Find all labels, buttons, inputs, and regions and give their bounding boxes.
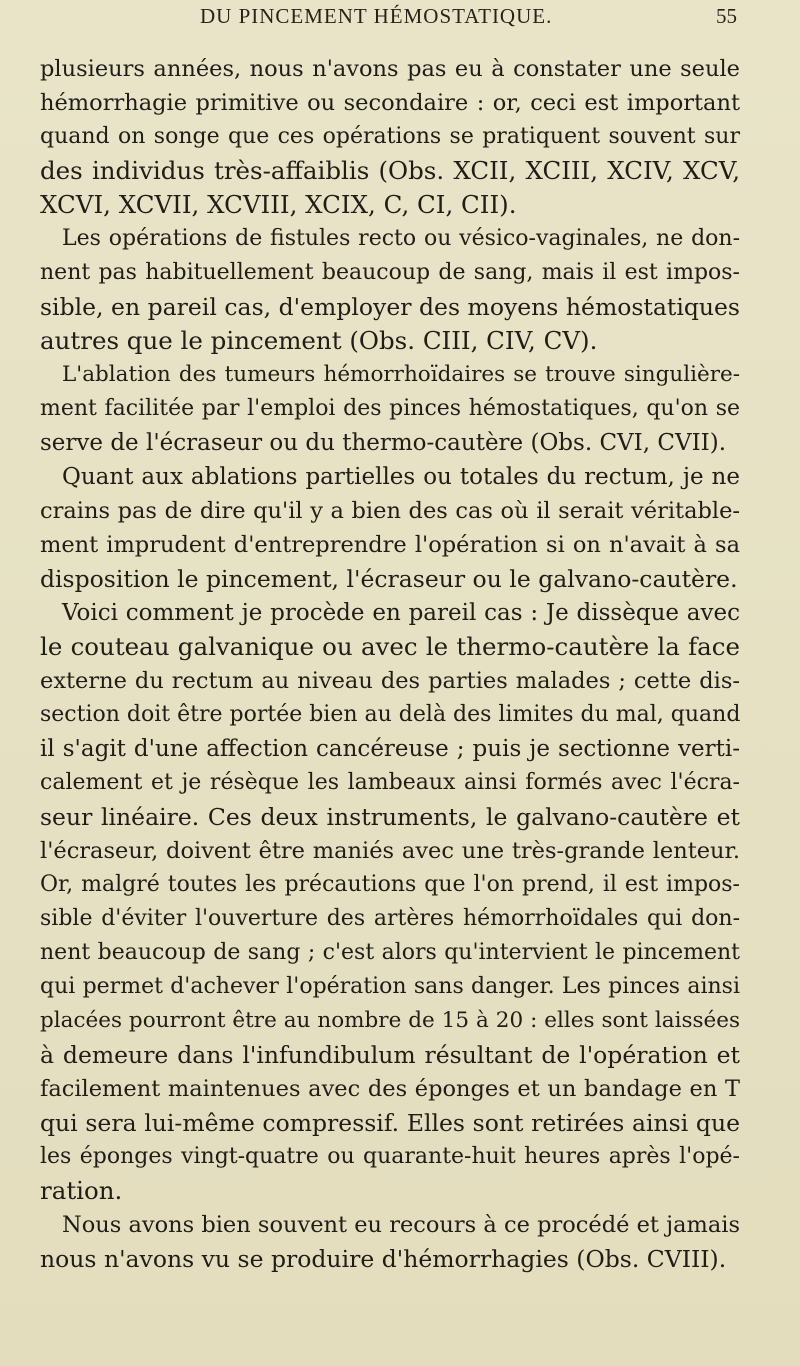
text-line: Les opérations de fistules recto ou vésico-vaginales, ne don- — [62, 226, 740, 251]
text-line: sible d'éviter l'ouverture des artères hémorrhoïdales qui don- — [40, 906, 740, 931]
text-line: nent beaucoup de sang ; c'est alors qu'intervient le pincement — [40, 940, 740, 965]
text-line: à demeure dans l'infundibulum résultant de l'opération et — [40, 1041, 740, 1069]
text-line: seur linéaire. Ces deux instruments, le galvano-cautère et — [40, 803, 740, 831]
text-line: l'écraseur, doivent être maniés avec une très-grande lenteur. — [40, 838, 740, 864]
text-line: section doit être portée bien au delà des limites du mal, quand — [40, 702, 741, 727]
text-line: autres que le pincement (Obs. CIII, CIV, CV). — [40, 326, 598, 355]
text-line: Quant aux ablations partielles ou totales du rectum, je ne — [62, 464, 740, 490]
running-head — [0, 4, 800, 34]
text-line: externe du rectum au niveau des parties malades ; cette dis- — [40, 668, 740, 694]
text-line: nent pas habituellement beaucoup de sang, mais il est impos- — [40, 260, 740, 285]
text-line: ment facilitée par l'emploi des pinces hémostatiques, qu'on se — [40, 396, 740, 421]
text-line: quand on songe que ces opérations se pratiquent souvent sur — [40, 124, 740, 149]
text-line: placées pourront être au nombre de 15 à 20 : elles sont laissées — [40, 1008, 740, 1033]
text-line: plusieurs années, nous n'avons pas eu à constater une seule — [40, 56, 740, 82]
text-line: Or, malgré toutes les précautions que l'on prend, il est impos- — [40, 872, 740, 897]
text-line: hémorrhagie primitive ou secondaire : or, ceci est important — [40, 90, 740, 116]
text-line: qui permet d'achever l'opération sans danger. Les pinces ainsi — [40, 974, 740, 999]
text-line: qui sera lui-même compressif. Elles sont retirées ainsi que — [40, 1109, 740, 1137]
text-line: sible, en pareil cas, d'employer des moyens hémostatiques — [40, 293, 740, 321]
text-line: calement et je résèque les lambeaux ainsi formés avec l'écra- — [40, 770, 740, 795]
text-line: L'ablation des tumeurs hémorrhoïdaires se trouve singulière- — [62, 362, 740, 387]
text-line: facilement maintenues avec des éponges et un bandage en T — [40, 1076, 740, 1102]
text-line: serve de l'écraseur ou du thermo-cautère (Obs. CVI, CVII). — [40, 430, 727, 456]
text-line: ration. — [40, 1176, 123, 1205]
running-title: DU PINCEMENT HÉMOSTATIQUE. — [200, 4, 553, 28]
text-line: ment imprudent d'entreprendre l'opération si on n'avait à sa — [40, 532, 740, 558]
text-line: nous n'avons vu se produire d'hémorrhagies (Obs. CVIII). — [40, 1245, 727, 1273]
text-line: XCVI, XCVII, XCVIII, XCIX, C, CI, CII). — [40, 190, 517, 219]
text-line: le couteau galvanique ou avec le thermo-cautère la face — [40, 632, 740, 661]
text-line: crains pas de dire qu'il y a bien des cas où il serait véritable- — [40, 498, 740, 524]
text-line: disposition le pincement, l'écraseur ou le galvano-cautère. — [40, 565, 738, 593]
page-number: 55 — [716, 4, 737, 28]
text-line: les éponges vingt-quatre ou quarante-huit heures après l'opé- — [40, 1144, 740, 1169]
text-line: des individus très-affaiblis (Obs. XCII, XCIII, XCIV, XCV, — [40, 156, 740, 185]
text-line: Nous avons bien souvent eu recours à ce procédé et jamais — [62, 1212, 740, 1238]
text-line: il s'agit d'une affection cancéreuse ; puis je sectionne verti- — [40, 736, 740, 762]
text-line: Voici comment je procède en pareil cas : Je dissèque avec — [62, 600, 740, 626]
